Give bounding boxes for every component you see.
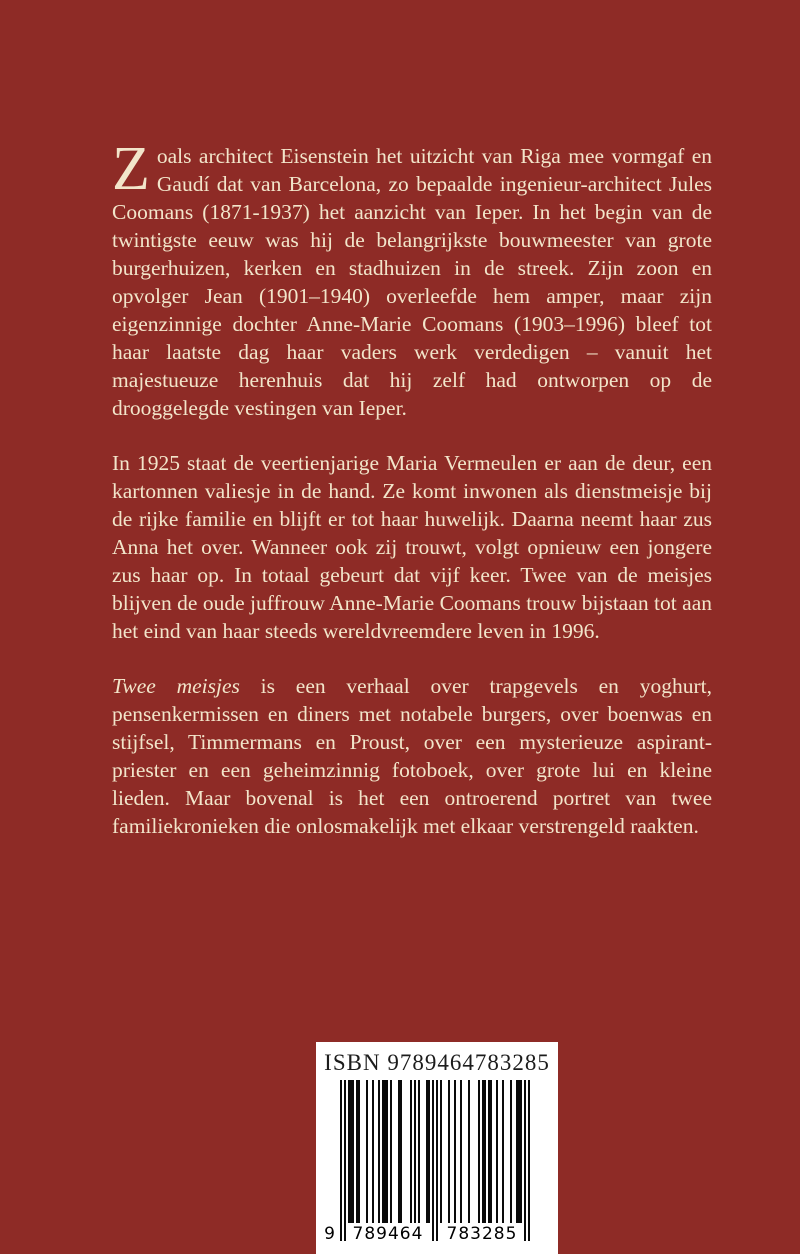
barcode-bar [358,1080,360,1223]
drop-cap: Z [112,135,150,203]
barcode-bar [510,1080,512,1223]
isbn-barcode-box [316,1042,558,1254]
barcode-bar [372,1080,374,1223]
barcode-bar [432,1080,434,1241]
barcode-digit-group-2: 783285 [446,1224,518,1244]
barcode-bar [468,1080,470,1223]
barcode-bar [460,1080,462,1223]
barcode-bar [378,1080,380,1223]
barcode-bar [528,1080,530,1241]
ean13-barcode [324,1080,530,1248]
barcode-bar [448,1080,450,1223]
barcode-bar [524,1080,526,1241]
blurb-paragraph-3 [112,672,712,840]
barcode-bar [454,1080,456,1223]
blurb-paragraph-1-text: oals architect Eisenstein het uitzicht van Riga mee vormgaf en Gaudí dat van Barcelona, zo bepaalde ingenieur-architect Jules Coomans (1871-1937) het aanzicht van Ieper. In het begin van de twintigste eeuw was hij de belangrijkste bouwmeester van grote burgerhuizen, kerken en stadhuizen in de streek. Zijn zoon en opvolger Jean (1901–1940) overleefde hem amper, maar zijn eigenzinnige dochter Anne-Marie Coomans (1903–1996) bleef tot haar laatste dag haar vaders werk verdedigen – vanuit het majestueuze herenhuis dat hij zelf had ontworpen op de drooggelegde vestingen van Ieper. [112,144,712,420]
barcode-bar [502,1080,504,1223]
barcode-bar [352,1080,354,1223]
barcode-bar [400,1080,402,1223]
barcode-bar [478,1080,480,1223]
barcode-bar [496,1080,498,1223]
blurb-paragraph-1 [112,135,712,422]
blurb-paragraph-3-text: is een verhaal over trapgevels en yoghurt, pensenkermissen en diners met notabele burgers, over boenwas en stijfsel, Timmermans en Proust, over een mysterieuze aspirant-priester en een geheimzinnig fotoboek, over grote lui en kleine lieden. Maar bovenal is het een ontroerend portret van twee familiekronieken die onlosmakelijk met elkaar verstrengeld raakten. [112,674,712,838]
barcode-bar [386,1080,388,1223]
barcode-bar [436,1080,438,1241]
barcode-bar [344,1080,346,1241]
barcode-bar [484,1080,486,1223]
barcode-bar [440,1080,442,1223]
barcode-bar [414,1080,416,1223]
barcode-bar [410,1080,412,1223]
barcode-bar [390,1080,392,1223]
barcode-digit-group-1: 789464 [352,1224,424,1244]
barcode-bar [520,1080,522,1223]
barcode-bar [428,1080,430,1223]
barcode-bar [366,1080,368,1223]
book-title-italic: Twee meisjes [112,674,240,698]
barcode-digit-lead: 9 [324,1224,335,1244]
blurb-paragraph-2: In 1925 staat de veertienjarige Maria Vermeulen er aan de deur, een kartonnen valiesje in de hand. Ze komt inwonen als dienstmeisje bij de rijke familie en blijft er tot haar huwelijk. Daarna neemt haar zus Anna het over. Wanneer ook zij trouwt, volgt opnieuw een jongere zus haar op. In totaal gebeurt dat vijf keer. Twee van de meisjes blijven de oude juffrouw Anne-Marie Coomans trouw bijstaan tot aan het eind van haar steeds wereldvreemdere leven in 1996. [112,451,712,643]
barcode-bar [418,1080,420,1223]
isbn-label: ISBN 9789464783285 [324,1050,550,1075]
back-cover-blurb [112,135,712,867]
barcode-bar [490,1080,492,1223]
barcode-bar [340,1080,342,1241]
